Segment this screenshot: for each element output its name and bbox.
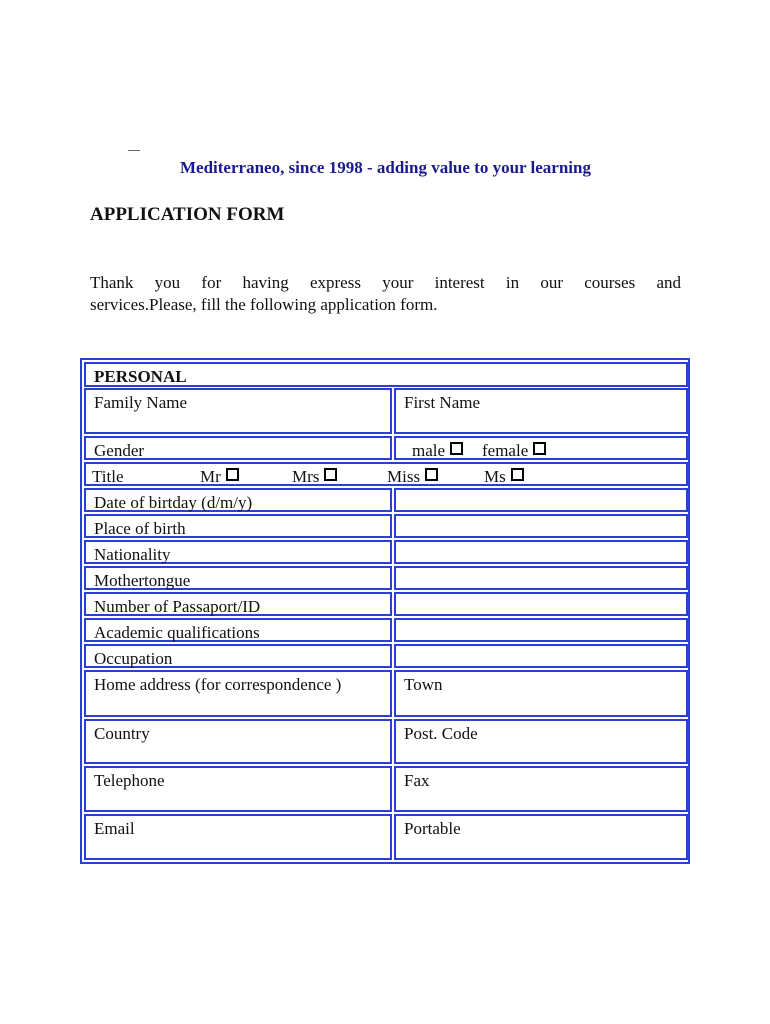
qualifications-field[interactable] xyxy=(394,618,688,642)
mr-checkbox[interactable] xyxy=(226,468,239,481)
female-label: female xyxy=(482,441,529,460)
fax-field[interactable]: Fax xyxy=(394,766,688,812)
intro-paragraph xyxy=(90,272,681,316)
page-title: APPLICATION FORM xyxy=(90,204,285,225)
date-of-birth-field[interactable] xyxy=(394,488,688,512)
occupation-label: Occupation xyxy=(84,644,392,668)
mothertongue-field[interactable] xyxy=(394,566,688,590)
tagline: Mediterraneo, since 1998 - adding value to your learning xyxy=(180,158,591,177)
occupation-field[interactable] xyxy=(394,644,688,668)
female-checkbox[interactable] xyxy=(533,442,546,455)
place-of-birth-field[interactable] xyxy=(394,514,688,538)
title-mr-option[interactable] xyxy=(200,467,239,487)
title-ms-option[interactable] xyxy=(484,467,524,487)
intro-line-1: Thank you for having express your interest in our courses and xyxy=(90,273,681,292)
miss-label: Miss xyxy=(387,467,421,486)
passport-field[interactable] xyxy=(394,592,688,616)
male-label: male xyxy=(412,441,446,460)
nationality-field[interactable] xyxy=(394,540,688,564)
male-checkbox[interactable] xyxy=(450,442,463,455)
country-field[interactable]: Country xyxy=(84,719,392,764)
telephone-field[interactable]: Telephone xyxy=(84,766,392,812)
gender-male-option[interactable] xyxy=(412,441,463,461)
mothertongue-label: Mothertongue xyxy=(84,566,392,590)
gender-label: Gender xyxy=(84,436,392,460)
title-row xyxy=(84,462,688,486)
mrs-checkbox[interactable] xyxy=(324,468,337,481)
town-field[interactable]: Town xyxy=(394,670,688,717)
post-code-field[interactable]: Post. Code xyxy=(394,719,688,764)
passport-label: Number of Passaport/ID xyxy=(84,592,392,616)
gender-options xyxy=(394,436,688,460)
mr-label: Mr xyxy=(200,467,221,486)
first-name-field[interactable]: First Name xyxy=(394,388,688,434)
place-of-birth-label: Place of birth xyxy=(84,514,392,538)
title-mrs-option[interactable] xyxy=(292,467,337,487)
top-dash-mark xyxy=(128,150,140,151)
qualifications-label: Academic qualifications xyxy=(84,618,392,642)
mrs-label: Mrs xyxy=(292,467,320,486)
section-header-personal: PERSONAL xyxy=(84,362,688,387)
intro-line-2: services.Please, fill the following application form. xyxy=(90,295,438,314)
date-of-birth-label: Date of birtday (d/m/y) xyxy=(84,488,392,512)
miss-checkbox[interactable] xyxy=(425,468,438,481)
nationality-label: Nationality xyxy=(84,540,392,564)
family-name-field[interactable]: Family Name xyxy=(84,388,392,434)
title-label: Title xyxy=(92,467,124,486)
ms-label: Ms xyxy=(484,467,506,486)
email-field[interactable]: Email xyxy=(84,814,392,860)
ms-checkbox[interactable] xyxy=(511,468,524,481)
title-miss-option[interactable] xyxy=(387,467,438,487)
home-address-field[interactable]: Home address (for correspondence ) xyxy=(84,670,392,717)
portable-field[interactable]: Portable xyxy=(394,814,688,860)
gender-female-option[interactable] xyxy=(482,441,546,461)
